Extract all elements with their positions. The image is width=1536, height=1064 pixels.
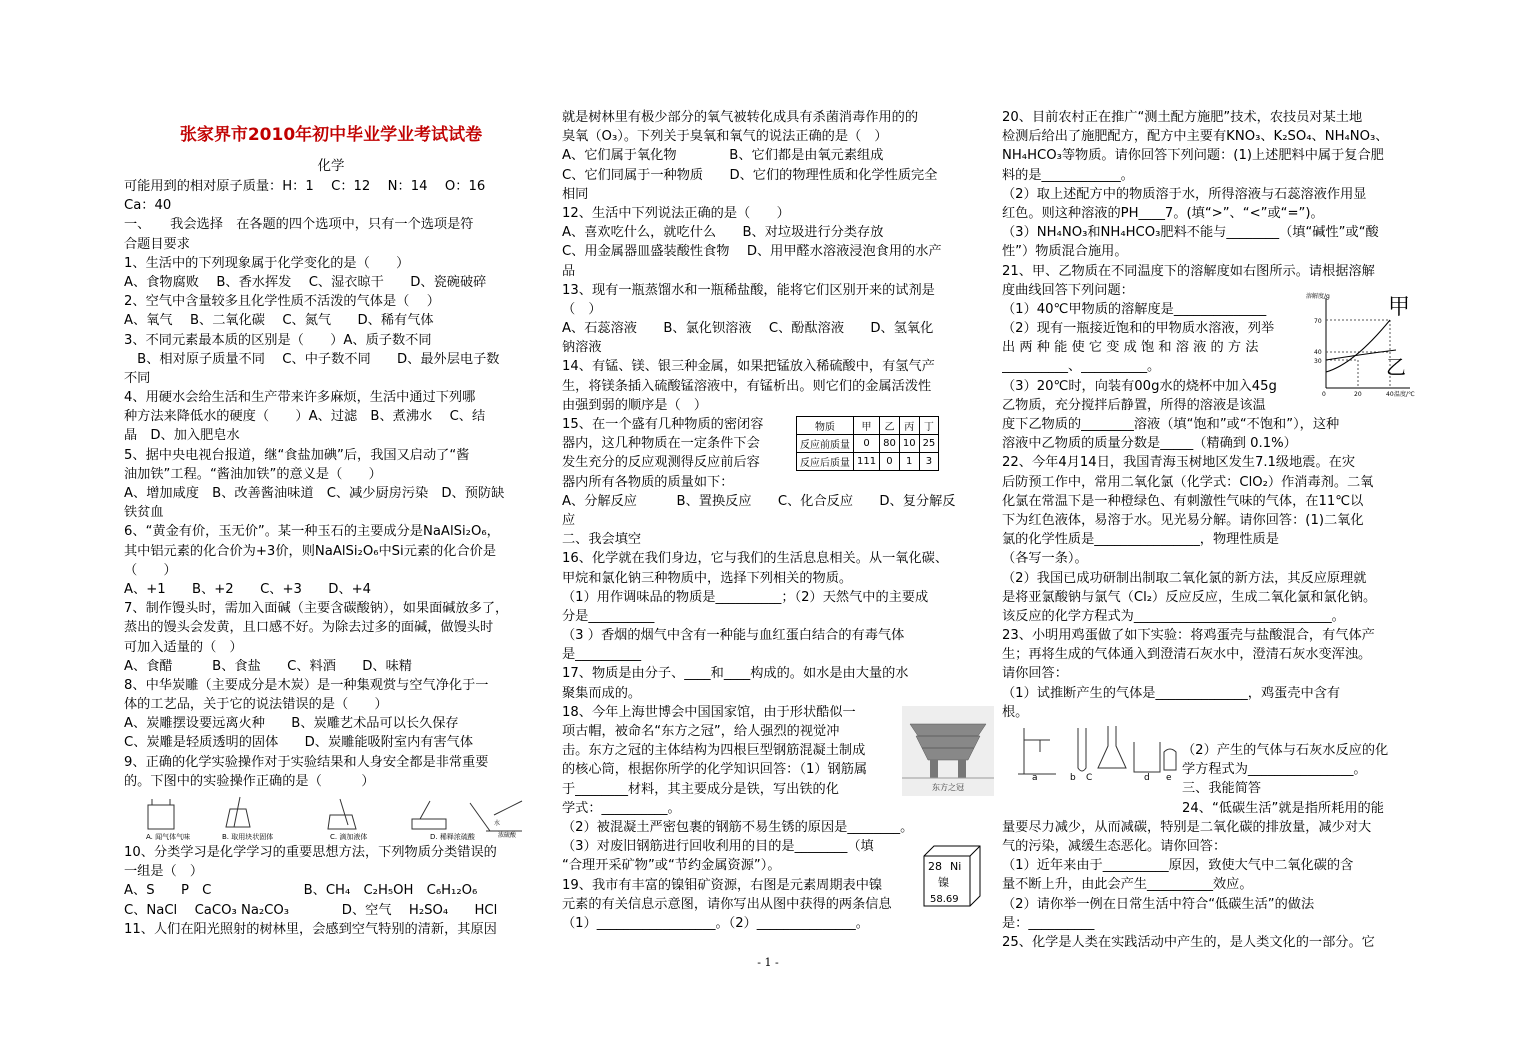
text-line: A、氧气 B、二氧化碳 C、氮气 D、稀有气体 xyxy=(124,313,434,329)
text-line: 2、空气中含量较多且化学性质不活泼的气体是（ ） xyxy=(124,294,440,310)
text-line: 4、用硬水会给生活和生产带来许多麻烦，生活中通过下列哪 xyxy=(124,390,476,406)
text-line: 可能用到的相对原子质量：H：1 C：12 N：14 O：16 xyxy=(124,179,486,194)
col2b-lines xyxy=(562,415,794,492)
apparatus-figure xyxy=(1010,718,1180,780)
text-line: 蒸出的馒头会发黄，且口感不好。为除去过多的面碱，做馒头时 xyxy=(124,620,494,636)
text-line: （ ） xyxy=(562,301,602,317)
mass-cell: 25 xyxy=(919,435,939,453)
text-line: 乙物质，充分搅拌后静置，所得的溶液是该温 xyxy=(1002,397,1266,413)
text-line: （各写一条）。 xyxy=(1002,551,1088,567)
page-title: 张家界市2010年初中毕业学业考试试卷 xyxy=(179,125,483,145)
apparatus-label: C xyxy=(1086,773,1093,780)
text-line: 是将亚氯酸钠与氯气（Cl₂）反应反应，生成二氧化氯和氯化钠。 xyxy=(1002,589,1377,605)
col3a-lines xyxy=(1002,108,1416,300)
mass-cell: 111 xyxy=(854,453,880,471)
text-line: 化氯在常温下是一种橙绿色、有刺激性气味的气体，在11℃以 xyxy=(1002,493,1364,509)
text-line: 22、今年4月14日，我国青海玉树地区发生7.1级地震。在灾 xyxy=(1002,455,1356,471)
col3c-top xyxy=(1182,741,1416,818)
text-line: 器内所有各物质的质量如下： xyxy=(562,474,734,490)
text-line: 的核心筒，根据你所学的化学知识回答：（1）钢筋属 xyxy=(562,762,868,778)
mass-cell: 0 xyxy=(854,435,880,453)
text-line: 20、目前农村正在推广“测土配方施肥”技术，农技员对某土地 xyxy=(1002,110,1363,125)
apparatus-label: a xyxy=(1032,773,1038,780)
text-line: 检测后给出了施肥配方，配方中主要有KNO₃、K₂SO₄、NH₄NO₃、 xyxy=(1002,129,1389,145)
expo-caption: 东方之冠 xyxy=(932,783,964,792)
text-line: 发生充分的反应观测得反应前后容 xyxy=(562,455,760,471)
mass-table-row xyxy=(797,435,939,453)
text-line: A、增加咸度 B、改善酱油味道 C、减少厨房污染 D、预防缺 xyxy=(124,486,505,501)
text-line: 14、有锰、镁、银三种金属，如果把锰放入稀硫酸中，有氢气产 xyxy=(562,359,935,375)
text-line: 10、分类学习是化学学习的重要思想方法，下列物质分类错误的 xyxy=(124,845,497,860)
text-line: 不同 xyxy=(124,370,151,386)
text-line: （1）近年来由于__________原因，致使大气中二氧化碳的含 xyxy=(1002,858,1354,874)
text-line: 生，将镁条插入硫酸锰溶液中，有锰析出。则它们的金属活泼性 xyxy=(562,378,932,394)
text-line: 生；再将生成的气体通入到澄清石灰水中，澄清石灰水变浑浊。 xyxy=(1002,647,1372,663)
text-line: 后防预工作中，常用二氧化氯（化学式：ClO₂）作消毒剂。二氧 xyxy=(1002,474,1374,490)
text-line: （1）用作调味品的物质是__________；（2）天然气中的主要成 xyxy=(562,589,929,605)
text-line: __________、__________。 xyxy=(1002,359,1161,375)
q9-label-water: 水 xyxy=(494,820,501,827)
text-line: 24、“低碳生活”就是指所耗用的能 xyxy=(1182,800,1384,816)
text-line: 量不断上升，由此会产生__________效应。 xyxy=(1002,877,1253,893)
text-line: 品 xyxy=(562,263,576,279)
mass-header-cell: 物质 xyxy=(797,417,854,435)
text-line: （2）请你举一例在日常生活中符合“低碳生活”的做法 xyxy=(1002,896,1315,912)
text-line: 度下乙物质的________溶液（填“饱和”或“不饱和”），这种 xyxy=(1002,417,1340,432)
col1b-lines xyxy=(124,843,538,939)
text-line: 17、物质是由分子、____和____构成的。如水是由大量的水 xyxy=(562,666,909,682)
text-line: （ ） xyxy=(124,562,177,578)
text-line: 晶 D、加入肥皂水 xyxy=(124,428,240,444)
text-line: 分是__________ xyxy=(562,608,655,624)
text-line: 请你回答： xyxy=(1002,666,1068,682)
text-line: 于________材料，其主要成分是铁，写出铁的化 xyxy=(562,781,839,797)
text-line: 是：__________ xyxy=(1002,915,1095,931)
mass-table-header xyxy=(797,417,939,435)
x-tick: 40 xyxy=(1386,391,1394,398)
text-line: 下为红色液体，易溶于水。见光易分解。请你回答：(1)二氧化 xyxy=(1002,512,1364,528)
text-line: 红色。则这种溶液的PH____7。(填“>”、“<”或“=”)。 xyxy=(1002,205,1324,221)
text-line: 3、不同元素最本质的区别是（ ）A、质子数不同 xyxy=(124,332,432,348)
solubility-chart xyxy=(1304,290,1416,402)
text-line: 16、化学就在我们身边，它与我们的生活息息相关。从一氧化碳、 xyxy=(562,551,949,567)
text-line: 一、 我会选择 在各题的四个选项中，只有一个选项是符 xyxy=(124,217,474,233)
text-line: C、NaCl CaCO₃ Na₂CO₃ D、空气 H₂SO₄ HCl xyxy=(124,902,498,918)
mass-table xyxy=(796,416,939,471)
text-line: 根。 xyxy=(1002,704,1029,720)
mass-header-cell: 丙 xyxy=(899,417,919,435)
column-1-bottom xyxy=(124,843,538,939)
apparatus-label: e xyxy=(1166,773,1172,780)
text-line: 二、我会填空 xyxy=(562,532,642,548)
china-pavilion-image xyxy=(902,706,994,796)
text-line: （2）我国已成功研制出制取二氧化氯的新方法，其反应原理就 xyxy=(1002,570,1367,586)
text-line: 23、小明用鸡蛋做了如下实验：将鸡蛋壳与盐酸混合，有气体产 xyxy=(1002,628,1375,644)
text-line: C、它们同属于一种物质 D、它们的物理性质和化学性质完全 xyxy=(562,167,938,183)
text-line: C、炭雕是轻质透明的固体 D、炭雕能吸附室内有害气体 xyxy=(124,735,474,751)
solubility-xlabel: 温度/℃ xyxy=(1394,391,1415,398)
nickel-symbol: Ni xyxy=(950,860,962,873)
mass-cell: 10 xyxy=(899,435,919,453)
text-line: 8、中华炭雕（主要成分是木炭）是一种集观赏与空气净化于一 xyxy=(124,677,489,693)
text-line: B、相对原子质量不同 C、中子数不同 D、最外层电子数 xyxy=(124,351,500,367)
q9-label-a: A. 闻气体气味 xyxy=(146,833,191,841)
text-line: A、喜欢吃什么，就吃什么 B、对垃圾进行分类存放 xyxy=(562,225,884,241)
y-tick: 40 xyxy=(1314,349,1322,356)
text-line: A、食物腐败 B、香水挥发 C、湿衣晾干 D、瓷碗破碎 xyxy=(124,274,487,290)
text-line: 体的工艺品，关于它的说法错误的是（ ） xyxy=(124,697,388,713)
text-line: 1、生活中的下列现象属于化学变化的是（ ） xyxy=(124,255,410,271)
text-line: （2）产生的气体与石灰水反应的化 xyxy=(1182,743,1389,758)
text-line: （3 ）香烟的烟气中含有一种能与血红蛋白结合的有毒气体 xyxy=(562,628,905,644)
nickel-mass: 58.69 xyxy=(930,894,959,905)
text-line: 出 两 种 能 使 它 变 成 饱 和 溶 液 的 方 法 xyxy=(1002,340,1259,356)
text-line: 臭氧（O₃）。下列关于臭氧和氧气的说法正确的是（ ） xyxy=(562,129,888,145)
text-line: 应 xyxy=(562,512,576,528)
y-tick: 30 xyxy=(1314,358,1322,365)
text-line: 12、生活中下列说法正确的是（ ） xyxy=(562,205,790,221)
nickel-name: 镍 xyxy=(938,876,949,889)
text-line: 器内，这几种物质在一定条件下会 xyxy=(562,436,760,452)
nickel-number: 28 xyxy=(928,860,942,873)
mass-header-cell: 丁 xyxy=(919,417,939,435)
x-tick: 0 xyxy=(1322,391,1326,398)
mass-header-cell: 乙 xyxy=(880,417,900,435)
text-line: 19、我市有丰富的镍钼矿资源，右图是元素周期表中镍 xyxy=(562,877,883,893)
text-line: 击。东方之冠的主体结构为四根巨型钢筋混凝土制成 xyxy=(562,743,866,759)
text-line: 可加入适量的（ ） xyxy=(124,639,243,655)
text-line: 项古帽，被命名“东方之冠”，给人强烈的视觉冲 xyxy=(562,724,840,739)
text-line: 氯的化学性质是________________，物理性质是 xyxy=(1002,532,1279,548)
text-line: （3）NH₄NO₃和NH₄HCO₃肥料不能与________（填“碱性”或“酸 xyxy=(1002,225,1379,241)
column-1 xyxy=(124,177,538,791)
col2e-lines xyxy=(562,818,976,933)
text-line: 11、人们在阳光照射的树林里，会感到空气特别的清新，其原因 xyxy=(124,921,497,937)
text-line: 溶液中乙物质的质量分数是_____（精确到 0.1%） xyxy=(1002,436,1297,452)
y-tick: 70 xyxy=(1314,318,1322,325)
q9-label-b: B. 取用块状固体 xyxy=(222,833,274,841)
text-line: C、用金属器皿盛装酸性食物 D、用甲醛水溶液浸泡食用的水产 xyxy=(562,244,942,260)
text-line: （2）现有一瓶接近饱和的甲物质水溶液，列举 xyxy=(1002,321,1275,337)
text-line: 三、我能简答 xyxy=(1182,781,1262,797)
col1-lines xyxy=(124,177,538,791)
text-line: A、炭雕摆设要远离火种 B、炭雕艺术品可以长久保存 xyxy=(124,716,459,732)
text-line: Ca：40 xyxy=(124,198,172,214)
text-line: A、+1 B、+2 C、+3 D、+4 xyxy=(124,581,372,597)
text-line: （3）20℃时，向装有00g水的烧杯中加入45g xyxy=(1002,378,1277,394)
page-number: - 1 - xyxy=(757,956,779,969)
text-line: A、它们属于氧化物 B、它们都是由氧元素组成 xyxy=(562,148,884,164)
text-line: 13、现有一瓶蒸馏水和一瓶稀盐酸，能将它们区别开来的试剂是 xyxy=(562,282,935,298)
text-line: 聚集而成的。 xyxy=(562,685,642,701)
text-line: 7、制作馒头时，需加入面碱（主要含碳酸钠），如果面碱放多了， xyxy=(124,601,509,617)
solubility-ylabel: 溶解度/g xyxy=(1306,293,1330,300)
col2a-lines xyxy=(562,108,976,415)
text-line: 合题目要求 xyxy=(124,236,190,252)
text-line: 由强到弱的顺序是（ ） xyxy=(562,397,708,413)
q9-label-acid: 浓硫酸 xyxy=(498,832,517,839)
text-line: 量要尽力减少，从而减碳，特别是二氧化碳的排放量，减少对大 xyxy=(1002,819,1372,835)
text-line: 的。下图中的实验操作正确的是（ ） xyxy=(124,773,375,789)
curve-label-yi: 乙 xyxy=(1386,355,1406,379)
apparatus-label: d xyxy=(1144,773,1150,780)
text-line: 9、正确的化学实验操作对于实验结果和人身安全都是非常重要 xyxy=(124,754,489,770)
text-line: 学式：__________。 xyxy=(562,800,681,816)
text-line: 就是树林里有极少部分的氧气被转化成具有杀菌消毒作用的的 xyxy=(562,110,919,125)
mass-header-cell: 甲 xyxy=(854,417,880,435)
text-line: （1）__________________。（2）_______________。 xyxy=(562,915,869,931)
text-line: 气的污染，减缓生态恶化。请你回答： xyxy=(1002,838,1227,854)
text-line: “合理开采矿物”或“节约金属资源”）。 xyxy=(562,858,781,874)
text-line: 一组是（ ） xyxy=(124,864,204,880)
col2d-lines xyxy=(562,703,898,818)
nickel-element-card xyxy=(922,844,982,908)
mass-cell: 反应前质量 xyxy=(797,435,854,453)
text-line: 该反应的化学方程式为______________________________。 xyxy=(1002,608,1345,624)
mass-cell: 1 xyxy=(899,453,919,471)
text-line: （1）40℃甲物质的溶解度是______________ xyxy=(1002,301,1267,317)
text-line: 18、今年上海世博会中国国家馆，由于形状酷似一 xyxy=(562,704,856,720)
text-line: 6、“黄金有价，玉无价”。某一种玉石的主要成分是NaAlSi₂O₆， xyxy=(124,524,500,540)
mass-cell: 80 xyxy=(880,435,900,453)
x-tick: 20 xyxy=(1354,391,1362,398)
text-line: 元素的有关信息示意图，请你写出从图中获得的两条信息 xyxy=(562,896,892,912)
text-line: NH₄HCO₃等物质。请你回答下列问题：(1)上述肥料中属于复合肥 xyxy=(1002,148,1384,164)
text-line: 铁贫血 xyxy=(124,505,164,521)
text-line: （2）被混凝土严密包裹的钢筋不易生锈的原因是________。 xyxy=(562,819,914,835)
text-line: （3）对废旧钢筋进行回收利用的目的是________（填 xyxy=(562,839,874,855)
text-line: 性”）物质混合施用。 xyxy=(1002,244,1128,260)
text-line: A、分解反应 B、置换反应 C、化合反应 D、复分解反 xyxy=(562,493,956,509)
mass-cell: 3 xyxy=(919,453,939,471)
text-line: （1）试推断产生的气体是______________，鸡蛋壳中含有 xyxy=(1002,685,1341,701)
text-line: 5、据中央电视台报道，继“食盐加碘”后，我国又启动了“酱 xyxy=(124,447,470,463)
apparatus-label: b xyxy=(1070,773,1076,780)
text-line: 是__________ xyxy=(562,647,642,663)
text-line: A、石蕊溶液 B、氯化钡溶液 C、酚酞溶液 D、氢氧化 xyxy=(562,321,934,337)
text-line: 其中铝元素的化合价为+3价，则NaAlSi₂O₆中Si元素的化合价是 xyxy=(124,543,497,559)
q9-label-d: D. 稀释浓硫酸 xyxy=(430,833,475,841)
q9-label-c: C. 滴加液体 xyxy=(330,833,368,841)
column-2 xyxy=(562,108,976,933)
text-line: 种方法来降低水的硬度（ ）A、过滤 B、煮沸水 C、结 xyxy=(124,409,486,425)
text-line: 料的是____________。 xyxy=(1002,167,1134,183)
text-line: A、S P C B、CH₄ C₂H₅OH C₆H₁₂O₆ xyxy=(124,883,478,899)
text-line: 25、化学是人类在实践活动中产生的，是人类文化的一部分。它 xyxy=(1002,934,1375,950)
text-line: 油加铁”工程。“酱油加铁”的意义是（ ） xyxy=(124,466,382,482)
text-line: 钠溶液 xyxy=(562,340,602,356)
mass-cell: 0 xyxy=(880,453,900,471)
text-line: 15、在一个盛有几种物质的密闭容 xyxy=(562,417,764,432)
mass-cell: 反应后质量 xyxy=(797,453,854,471)
text-line: 相同 xyxy=(562,186,589,202)
text-line: 学方程式为________________。 xyxy=(1182,762,1367,778)
q9-experiment-figure xyxy=(130,795,534,841)
curve-label-jia: 甲 xyxy=(1388,295,1411,320)
text-line: （2）取上述配方中的物质溶于水，所得溶液与石蕊溶液作用显 xyxy=(1002,186,1367,202)
col3c-bottom xyxy=(1002,818,1416,952)
text-line: 甲烷和氯化钠三种物质中，选择下列相关的物质。 xyxy=(562,570,853,586)
text-line: A、食醋 B、食盐 C、料酒 D、味精 xyxy=(124,658,412,674)
text-line: 21、甲、乙物质在不同温度下的溶解度如右图所示。请根据溶解 xyxy=(1002,263,1375,279)
column-3 xyxy=(1002,108,1416,952)
subject-label: 化学 xyxy=(317,158,345,174)
col2c-lines xyxy=(562,492,976,703)
text-line: 度曲线回答下列问题： xyxy=(1002,282,1134,298)
mass-table-row xyxy=(797,453,939,471)
